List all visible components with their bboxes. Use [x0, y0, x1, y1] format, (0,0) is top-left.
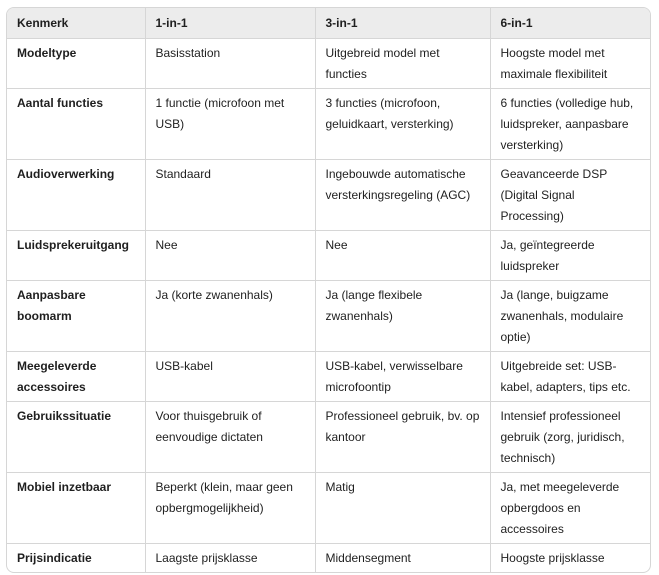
value-cell: Hoogste prijsklasse [500, 551, 605, 565]
header-row [7, 8, 650, 39]
value-cell: 6 functies (volledige hub, luidspreker, aanpasbare versterking) [490, 89, 650, 160]
value-cell: Ja, geïntegreerde luidspreker [490, 231, 650, 281]
value-cell: Standaard [145, 160, 315, 231]
value-cell: Ja (korte zwanenhals) [145, 281, 315, 352]
table-row [7, 89, 650, 160]
value-cell: Voor thuisgebruik of eenvoudige dictaten [145, 402, 315, 473]
value-cell: Hoogste model met maximale flexibiliteit [490, 39, 650, 89]
header-kenmerk: Kenmerk [7, 8, 145, 39]
value-cell: Ingebouwde automatische versterkingsregeling (AGC) [315, 160, 490, 231]
table-row [7, 39, 650, 89]
table-row [7, 281, 650, 352]
feature-cell: Meegeleverde accessoires [7, 352, 145, 402]
table-row [7, 402, 650, 473]
feature-cell: Modeltype [7, 39, 145, 89]
value-cell: USB-kabel, verwisselbare microfoontip [315, 352, 490, 402]
feature-cell: Aantal functies [7, 89, 145, 160]
table-row [7, 473, 650, 544]
feature-cell: Prijsindicatie [7, 544, 145, 573]
value-cell: Ja (lange flexibele zwanenhals) [315, 281, 490, 352]
value-cell: Laagste prijsklasse [145, 544, 315, 573]
table-row [7, 160, 650, 231]
value-cell: Professioneel gebruik, bv. op kantoor [315, 402, 490, 473]
table-row [7, 544, 650, 573]
value-cell: Matig [315, 473, 490, 544]
value-cell: Beperkt (klein, maar geen opbergmogelijkheid) [145, 473, 315, 544]
value-cell: Nee [315, 231, 490, 281]
table-row [7, 231, 650, 281]
value-cell: Geavanceerde DSP (Digital Signal Processing) [490, 160, 650, 231]
value-cell: Nee [145, 231, 315, 281]
header-1-in-1: 1-in-1 [145, 8, 315, 39]
feature-cell: Audioverwerking [7, 160, 145, 231]
value-cell: 1 functie (microfoon met USB) [145, 89, 315, 160]
table-row [7, 352, 650, 402]
value-cell: Middensegment [315, 544, 490, 573]
comparison-table [7, 8, 650, 572]
value-cell: Intensief professioneel gebruik (zorg, juridisch, technisch) [490, 402, 650, 473]
table-header [7, 8, 650, 39]
feature-cell: Luidsprekeruitgang [7, 231, 145, 281]
feature-cell: Gebruikssituatie [7, 402, 145, 473]
header-3-in-1: 3-in-1 [315, 8, 490, 39]
value-cell: Basisstation [145, 39, 315, 89]
feature-cell: Mobiel inzetbaar [7, 473, 145, 544]
feature-cell: Aanpasbare boomarm [7, 281, 145, 352]
header-6-in-1: 6-in-1 [490, 8, 650, 39]
value-cell: Uitgebreid model met functies [315, 39, 490, 89]
comparison-table-container [6, 7, 651, 573]
table-body [7, 39, 650, 573]
value-cell: Ja, met meegeleverde opbergdoos en accessoires [490, 473, 650, 544]
value-cell: USB-kabel [145, 352, 315, 402]
value-cell: 3 functies (microfoon, geluidkaart, versterking) [315, 89, 490, 160]
value-cell: Uitgebreide set: USB-kabel, adapters, tips etc. [490, 352, 650, 402]
value-cell: Ja (lange, buigzame zwanenhals, modulaire optie) [490, 281, 650, 352]
